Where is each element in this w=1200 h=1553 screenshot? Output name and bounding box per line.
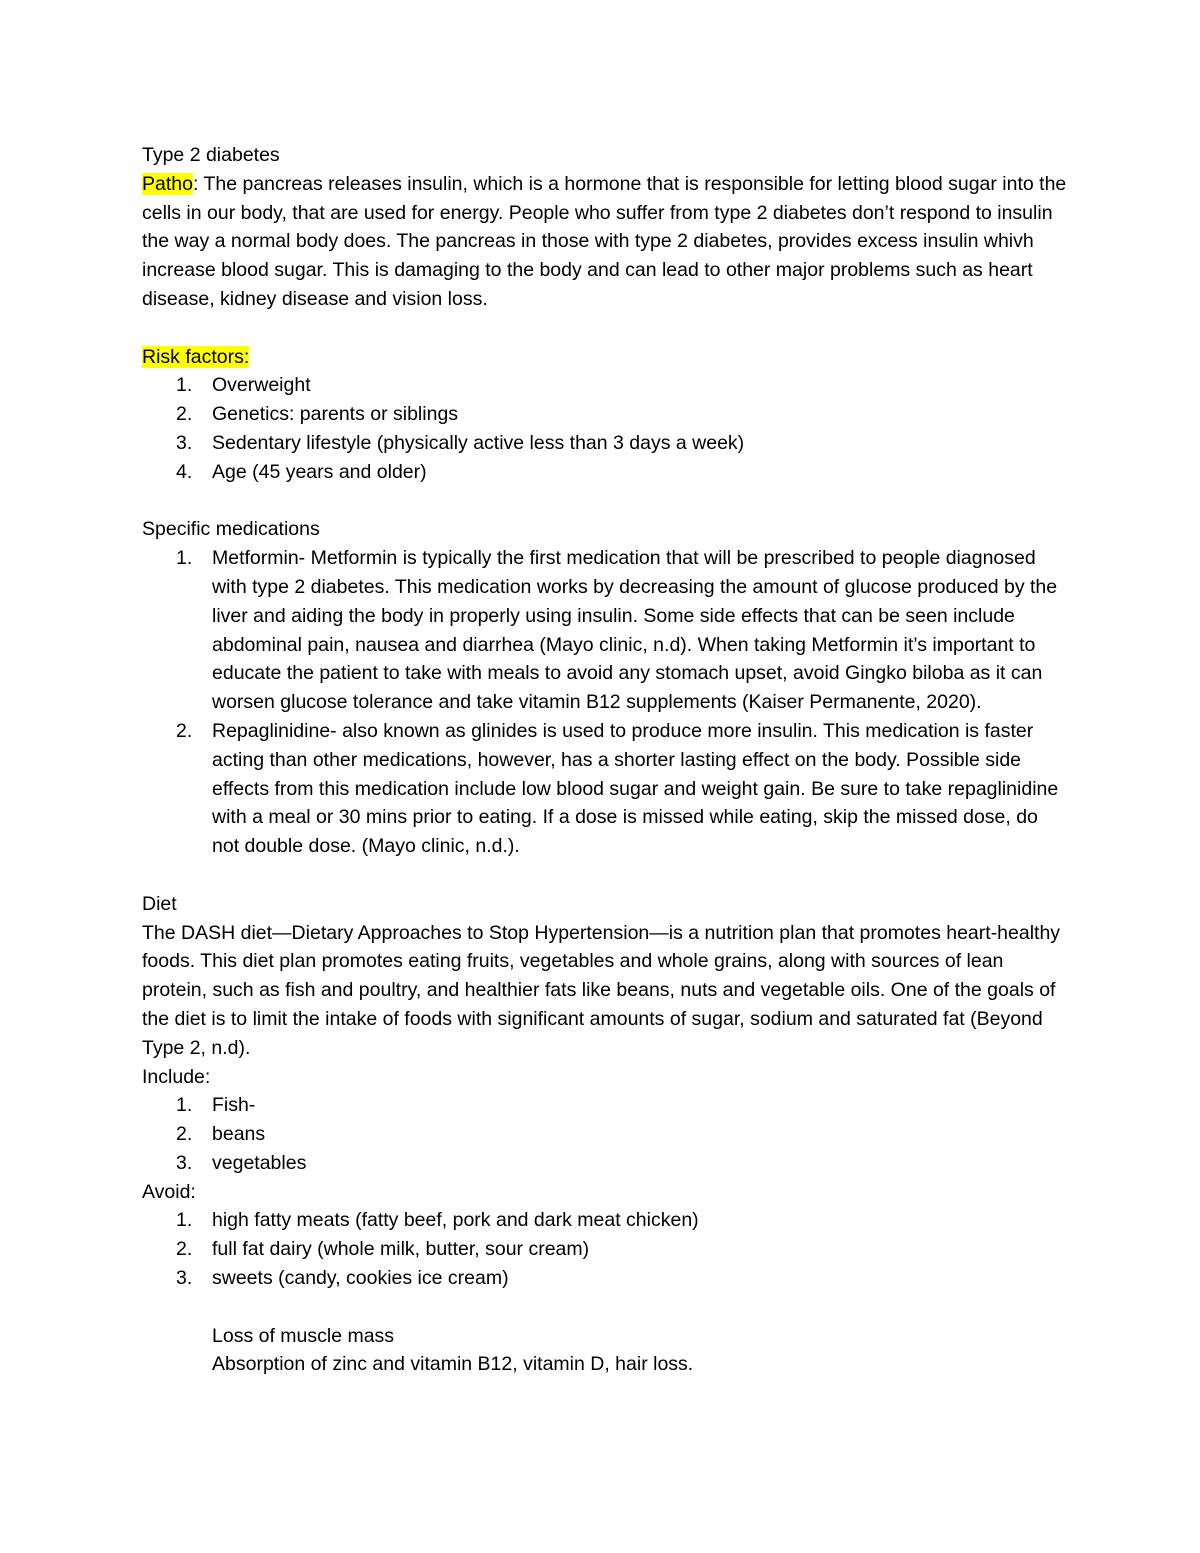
list-number: 2. [176, 403, 193, 426]
list-item-text: sweets (candy, cookies ice cream) [212, 1267, 509, 1290]
list-item-text: beans [212, 1123, 266, 1146]
patho-text: : The pancreas releases insulin, which is a hormone that is responsible for letting blood sugar into the cells in our body, that are used for energy. People who suffer from type 2 diabetes don’t respond to insulin the way a normal body does. The pancreas in those with type 2 diabetes, provides excess insulin whivh increase blood sugar. This is damaging to the body and can lead to other major problems such as heart disease, kidney disease and vision loss. [142, 172, 1072, 310]
list-number: 2. [176, 1238, 193, 1261]
medications-list [142, 544, 1067, 861]
list-item-text: Metformin- Metformin is typically the first medication that will be prescribed to people diagnosed with type 2 diabetes. This medication works by decreasing the amount of glucose produced by the liver and aiding the body in properly using insulin. Some side effects that can be seen include abdominal pain, nausea and diarrhea (Mayo clinic, n.d). When taking Metformin it’s important to educate the patient to take with meals to avoid any stomach upset, avoid Gingko biloba as it can worsen glucose tolerance and take vitamin B12 supplements (Kaiser Permanente, 2020). [212, 547, 1058, 714]
include-list [142, 1091, 1067, 1177]
list-item [142, 717, 1067, 861]
list-number: 3. [176, 431, 193, 454]
include-label: Include: [142, 1065, 211, 1088]
spacer [142, 487, 1067, 516]
list-number: 3. [176, 1267, 193, 1290]
list-item [142, 1206, 1067, 1235]
avoid-list [142, 1206, 1067, 1292]
avoid-label: Avoid: [142, 1180, 196, 1203]
list-number: 4. [176, 460, 193, 483]
list-item-text: Sedentary lifestyle (physically active less than 3 days a week) [212, 431, 745, 454]
list-item [142, 1235, 1067, 1264]
list-number: 1. [176, 1209, 193, 1232]
list-number: 1. [176, 547, 193, 570]
list-item-text: high fatty meats (fatty beef, pork and dark meat chicken) [212, 1209, 699, 1232]
list-item [142, 1120, 1067, 1149]
patho-label: Patho [142, 172, 193, 195]
list-item [142, 458, 1067, 487]
list-number: 2. [176, 1123, 193, 1146]
list-number: 2. [176, 719, 193, 742]
list-item [142, 371, 1067, 400]
document-page [142, 141, 1072, 1379]
list-number: 1. [176, 1094, 193, 1117]
list-item-text: Age (45 years and older) [212, 460, 427, 483]
list-item [142, 1264, 1067, 1293]
medications-heading: Specific medications [142, 518, 320, 541]
document-title: Type 2 diabetes [142, 144, 280, 166]
risk-factors-heading [142, 343, 1067, 372]
note-line-2: Absorption of zinc and vitamin B12, vitamin D, hair loss. [212, 1353, 694, 1376]
risk-factors-list [142, 371, 1067, 486]
list-item-text: Fish- [212, 1094, 256, 1117]
spacer [142, 1293, 1067, 1322]
patho-paragraph [142, 170, 1072, 314]
note-line-1: Loss of muscle mass [212, 1324, 395, 1347]
list-item [142, 1091, 1067, 1120]
list-item-text: Overweight [212, 374, 311, 397]
list-item-text: Repaglinidine- also known as glinides is used to produce more insulin. This medication is faster acting than other medications, however, has a shorter lasting effect on the body. Possible side effects from this medication include low blood sugar and weight gain. Be sure to take repaglinidine with a meal or 30 mins prior to eating. If a dose is missed while eating, skip the missed dose, do not double dose. (Mayo clinic, n.d.). [212, 719, 1059, 858]
diet-paragraph: The DASH diet—Dietary Approaches to Stop Hypertension—is a nutrition plan that promotes heart-healthy foods. This diet plan promotes eating fruits, vegetables and whole grains, along with sources of lean protein, such as fish and poultry, and healthier fats like beans, nuts and vegetable oils. One of the goals of the diet is to limit the intake of foods with significant amounts of sugar, sodium and saturated fat (Beyond Type 2, n.d). [142, 921, 1066, 1059]
list-item-text: Genetics: parents or siblings [212, 403, 459, 426]
list-item [142, 429, 1067, 458]
spacer [142, 861, 1067, 890]
spacer [142, 314, 1067, 343]
list-item-text: full fat dairy (whole milk, butter, sour cream) [212, 1238, 590, 1261]
list-item [142, 544, 1067, 717]
risk-factors-heading-text: Risk factors: [142, 345, 250, 368]
list-item [142, 1149, 1067, 1178]
list-item [142, 400, 1067, 429]
list-item-text: vegetables [212, 1151, 307, 1174]
diet-heading: Diet [142, 892, 177, 915]
list-number: 3. [176, 1151, 193, 1174]
list-number: 1. [176, 374, 193, 397]
